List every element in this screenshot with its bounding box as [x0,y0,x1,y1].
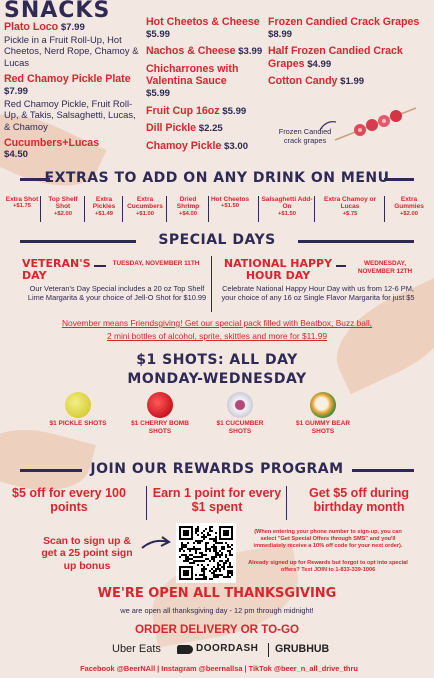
extra-name: Salsaghetti Add-On [261,196,313,211]
extra-price: +$1.49 [95,210,113,217]
grapes-caption: Frozen Candied crack grapes [278,127,332,145]
extra-price: +$.75 [342,210,358,217]
shot-item-gummy-bear [288,392,358,436]
extra-item [86,196,122,218]
extra-name: Extra Chamoy or Lucas [323,196,377,211]
friendsgiving-promo-line2: 2 mini bottles of alcohol, sprite, skittles and more for $11.99 [106,331,328,341]
snack-name: Plato Loco [4,21,59,33]
extra-item [4,196,40,211]
snack-name: Frozen Candied Crack Grapes [268,16,420,28]
cucumber-shot-image [227,392,253,418]
snack-name: Dill Pickle [146,122,197,135]
snack-item [268,16,430,40]
happy-hour-desc: Celebrate National Happy Hour Day with us from 12-6 PM, your choice of any 16 oz Single Flavor Margarita for just $5 [221,284,415,302]
rewards-qr-code[interactable] [176,523,236,583]
happy-hour-title: NATIONAL HAPPY HOUR DAY [223,257,333,282]
grubhub-logo[interactable]: GRUBHUB [275,643,330,655]
doordash-icon [177,645,193,654]
snack-price: $1.99 [340,76,365,88]
snack-item [4,73,144,132]
extras-title: EXTRAS TO ADD ON ANY DRINK ON MENU [44,170,390,186]
thanksgiving-title: WE'RE OPEN ALL THANKSGIVING [97,586,337,601]
extra-item [316,196,384,218]
extra-price: +$1.00 [136,210,154,217]
extra-name: Top Shelf Shot [48,196,78,211]
extra-price: +$2.00 [54,210,72,217]
snacks-column-2 [146,16,264,152]
snack-name: Chicharrones with Valentina Sauce [146,62,239,88]
veterans-title: VETERAN'S DAY [22,257,91,282]
extra-name: Extra Cucumbers [127,196,163,211]
special-days-title: SPECIAL DAYS [158,232,276,248]
divider [146,486,147,520]
snack-item [146,16,264,40]
extra-item [168,196,208,218]
snack-name: Cucumbers+Lucas [4,137,100,150]
snacks-column-1 [4,21,144,161]
snack-price: $8.99 [268,28,293,40]
gummy-bear-shot-image [310,392,336,418]
snacks-title: SNACKS [4,0,111,23]
cherry-bomb-shot-image [147,392,173,418]
ubereats-logo[interactable]: Uber Eats [112,643,161,655]
divider [268,643,269,657]
snack-price: $5.99 [222,105,247,117]
snack-name: Cotton Candy [268,75,338,88]
scan-signup-text: Scan to sign up & get a 25 point sign up bonus [41,536,133,572]
extra-price: +$1.75 [13,203,31,210]
extra-name: Dried Shrimp [176,196,200,211]
shot-item-pickle [43,392,113,428]
snack-desc: Pickle in a Fruit Roll-Up, Hot Cheetos, Nerd Rope, Chamoy & Lucas [4,33,139,68]
extra-name: Extra Gummies [394,196,424,211]
snack-item [146,63,264,100]
snack-item [146,140,264,153]
snack-price: $5.99 [146,87,171,99]
divider [258,196,259,222]
divider [314,196,315,222]
snack-item [4,137,144,161]
extra-name: Extra Shot [5,196,39,203]
divider [84,196,85,222]
snack-price: $3.00 [224,140,249,152]
shots-subtitle: MONDAY-WEDNESDAY [127,371,307,387]
snack-price: $2.25 [198,123,223,135]
divider [286,486,287,520]
snack-item [146,122,264,135]
snack-price: $4.50 [4,149,29,161]
snack-name: Chamoy Pickle [146,139,222,152]
extra-item [124,196,166,218]
snack-price: $3.99 [238,46,263,58]
extra-price: +$1.50 [221,203,239,210]
snack-item [146,105,264,118]
shot-label: $1 CUCUMBER SHOTS [216,420,264,435]
rewards-note-optin: Already signed up for Rewards but forgot to opt into special offers? Text JOIN to 1-833-339-1006 [248,560,408,573]
extra-name: Hot Cheetos [210,196,250,203]
thanksgiving-desc: we are open all thanksgiving day - 12 pm through midnight! [120,606,314,615]
divider [211,256,212,312]
snacks-column-3 [268,16,430,88]
snack-item [146,45,264,58]
snack-name: Red Chamoy Pickle Plate [4,73,131,86]
shot-label: $1 GUMMY BEAR SHOTS [295,420,351,435]
reward-perk: Get $5 off during birthday month [309,486,409,514]
qr-code-icon [179,526,233,580]
snack-name: Nachos & Cheese [146,45,236,58]
snack-price: $5.99 [146,28,171,40]
friendsgiving-promo-line1: November means Friendsgiving! Get our special pack filled with Beatbox, Buzz ball, [61,318,373,328]
veterans-desc: Our Veteran's Day Special includes a 20 oz Top Shelf Lime Margarita & your choice of Jell-O Shot for $10.99 [27,284,207,302]
extra-item [260,196,314,218]
snack-price: $4.99 [307,58,332,70]
snack-name: Fruit Cup 16oz [146,104,220,117]
shot-item-cherry-bomb [125,392,195,436]
arrow-right-icon [140,534,172,552]
extra-item [210,196,250,211]
divider [122,196,123,222]
happy-hour-date: WEDNESDAY, NOVEMBER 12TH [357,260,413,275]
extra-price: +$1.50 [278,210,296,217]
extra-price: +$4.00 [179,210,197,217]
veterans-date: TUESDAY, NOVEMBER 11TH [112,260,200,267]
snack-name: Hot Cheetos & Cheese [146,16,260,28]
reward-perk: $5 off for every 100 points [12,486,126,514]
rewards-title: JOIN OUR REWARDS PROGRAM [90,461,344,477]
doordash-logo[interactable]: DOORDASH [196,643,259,654]
snack-item [268,45,430,70]
shot-label: $1 PICKLE SHOTS [49,420,107,427]
extra-item [386,196,432,218]
extra-name: Extra Pickles [92,196,116,211]
shot-item-cucumber [205,392,275,436]
divider [336,265,346,267]
divider [94,265,106,267]
snack-item [268,75,430,88]
delivery-title: ORDER DELIVERY OR TO-GO [134,623,300,636]
divider [208,196,209,222]
divider [166,196,167,222]
divider [384,196,385,222]
snack-desc: Red Chamoy Pickle, Fruit Roll-Up, & Takis, Salsaghetti, Lucas, & Chamoy [4,97,136,132]
snack-price: $7.99 [60,22,85,33]
extra-item [42,196,84,218]
snack-name: Half Frozen Candied Crack Grapes [268,45,403,70]
rewards-note-sms: (When entering your phone number to sign-up, you can select "Get Special Offers through SMS" and you'll immediately receive a 10% off code for your next order). [253,529,403,549]
snack-item [4,21,144,68]
candied-grapes-image [330,104,420,144]
snack-price: $7.99 [4,85,29,97]
pickle-shot-image [65,392,91,418]
extra-price: +$2.00 [400,210,418,217]
social-links: Facebook @BeerNAll | Instagram @beernallsa | TikTok @beer_n_all_drive_thru [80,664,358,673]
reward-perk: Earn 1 point for every $1 spent [152,486,282,514]
divider [40,196,41,222]
shots-title: $1 SHOTS: ALL DAY [136,352,298,368]
shot-label: $1 CHERRY BOMB SHOTS [131,420,189,435]
